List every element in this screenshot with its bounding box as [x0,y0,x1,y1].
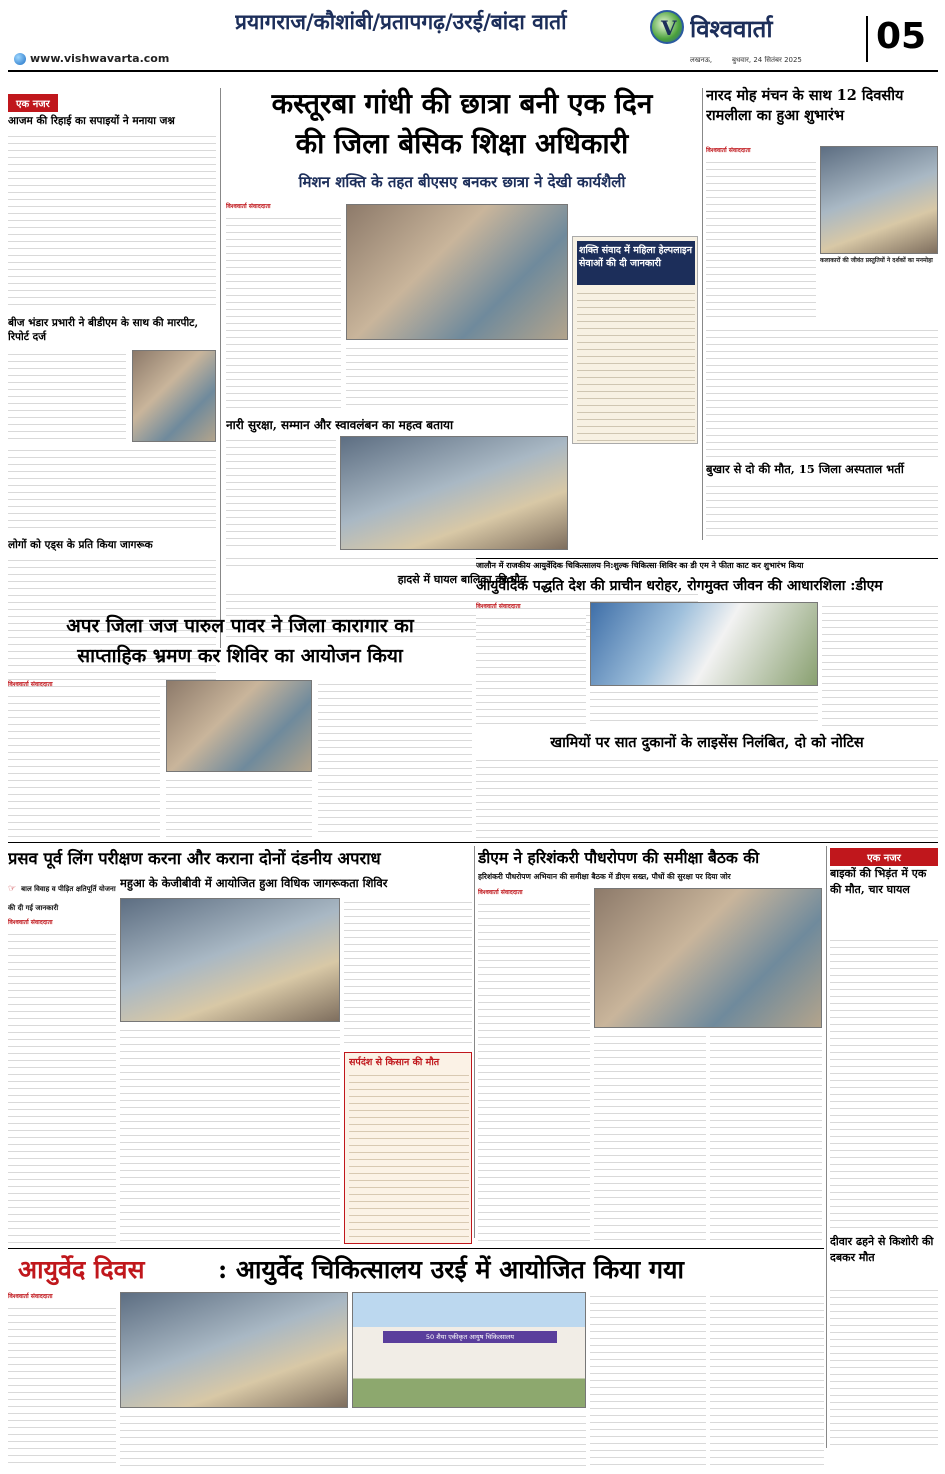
brief-body-2 [8,350,126,442]
ayurveda-camp-story [476,560,938,728]
website-link[interactable]: www.vishwavarta.com [30,52,170,65]
fever-headline: बुखार से दो की मौत, 15 जिला अस्पताल भर्ती [706,462,904,476]
gender-test-side-note-text: बाल विवाह व पीड़ित क्षतिपूर्ति योजना की दी गई जानकारी [8,885,116,912]
brief-body-1 [8,132,216,310]
ayurveda-day-byline: विश्ववार्ता संवाददाता [8,1293,53,1300]
brief-headline-1: आजम की रिहाई का सपाइयों ने मनाया जश्न [8,115,175,127]
ayurveda-camp-body-1 [476,614,586,726]
jail-headline-line2: साप्ताहिक भ्रमण कर शिविर का आयोजन किया [77,645,403,667]
brand-logo-icon: V [650,10,684,44]
plantation-body-2 [594,1032,706,1244]
plantation-body-1 [478,900,590,1244]
jail-body-3 [318,680,472,838]
main-headline-line2: की जिला बेसिक शिक्षा अधिकारी [295,127,629,160]
main-body-col3 [226,436,336,552]
right-brief-body-2 [830,1286,938,1448]
right-brief-body-1 [830,936,938,1228]
main-body-col1 [226,214,341,410]
sidebar-title: शक्ति संवाद में महिला हेल्पलाइन सेवाओं की दी जानकारी [577,241,695,285]
main-body-col2 [346,344,568,410]
gender-test-body-3 [344,898,472,1048]
brief-body-2b [8,446,216,534]
main-byline: विश्ववार्ता संवाददाता [226,203,271,210]
brief-headline-2: बीज भंडार प्रभारी ने बीडीएम के साथ की मारपीट, रिपोर्ट दर्ज [8,317,199,343]
hospital-sign: 50 शैया एकीकृत आयुष चिकित्सालय [383,1331,557,1343]
main-photo-bsa-office [346,204,568,340]
snakebite-headline: सर्पदंश से किसान की मौत [349,1057,440,1068]
right-brief-column [830,846,938,1448]
main-photo-classroom [340,436,568,550]
plantation-headline: डीएम ने हरिशंकरी पौधरोपण की समीक्षा बैठक की [478,848,760,867]
ayurveda-day-photo-hall [120,1292,348,1408]
sidebar-box [572,236,698,444]
dateline-date: बुधवार, 24 सितंबर 2025 [732,56,802,64]
gender-test-body-1 [8,930,116,1244]
plantation-kicker: हरिशंकरी पौधरोपण अभियान की समीक्षा बैठक में डीएम सख्त, पौधों की सुरक्षा पर दिया जोर [478,872,731,881]
ayurveda-day-body-4 [710,1292,824,1466]
gender-test-story [8,846,472,1244]
edition-title: प्रयागराज/कौशांबी/प्रतापगढ़/उरई/बांदा वार्ता [235,10,567,34]
pointer-icon: ☞ [8,884,17,894]
accused-photo [132,350,216,442]
masthead [0,0,945,72]
ramlila-story [706,86,938,546]
ramlila-photo [820,146,938,254]
gender-test-byline: विश्ववार्ता संवाददाता [8,919,53,926]
ayurveda-camp-photo [590,602,818,686]
gender-test-photo [120,898,340,1022]
ramlila-caption: कलाकारों की जीवंत प्रस्तुतियों ने दर्शकों का मनमोहा [820,257,933,264]
right-brief-headline-1: बाइकों की भिड़ंत में एक की मौत, चार घायल [830,867,927,896]
dateline-city: लखनऊ, [690,56,713,64]
globe-icon [14,53,26,65]
jail-body-2 [166,776,312,838]
snakebite-body [349,1071,469,1241]
ayurveda-day-headline-right: : आयुर्वेद चिकित्सालय उरई में आयोजित किया गया [218,1255,685,1284]
brand-name: विश्ववार्ता [690,15,773,42]
ayurveda-day-photo-building [352,1292,586,1408]
sidebar-body [577,289,695,441]
brief-headline-3: लोगों को एड्स के प्रति किया जागरूक [8,539,153,551]
snakebite-box [344,1052,472,1244]
jail-photo [166,680,312,772]
gender-test-sub-headline: महुआ के केजीबीवी में आयोजित हुआ विधिक जागरूकता शिविर [120,876,388,890]
ayurveda-day-body-3 [590,1292,706,1466]
gender-test-headline: प्रसव पूर्व लिंग परीक्षण करना और कराना दोनों दंडनीय अपराध [8,849,381,868]
main-sub-headline: नारी सुरक्षा, सम्मान और स्वावलंबन का महत्व बताया [226,418,454,432]
jail-headline-line1: अपर जिला जज पारुल पावर ने जिला कारागार का [66,615,414,637]
ek-nazar-tag: एक नजर [8,94,58,112]
ayurveda-camp-body-2 [590,688,818,726]
plantation-byline: विश्ववार्ता संवाददाता [478,889,523,896]
ramlila-body-1 [706,158,816,322]
gender-test-side-note [8,876,116,912]
plantation-body-3 [710,1032,822,1244]
fertilizer-headline: खामियों पर सात दुकानों के लाइसेंस निलंबित, दो को नोटिस [550,734,864,751]
ayurveda-camp-byline: विश्ववार्ता संवाददाता [476,603,521,610]
ayurveda-day-story [8,1252,824,1466]
fertilizer-story [476,732,938,840]
plantation-photo [594,888,822,1028]
main-headline-line1: कस्तूरबा गांधी की छात्रा बनी एक दिन [271,87,653,120]
gender-test-body-2 [120,1026,340,1244]
ramlila-byline: विश्ववार्ता संवाददाता [706,147,751,154]
fertilizer-body [476,756,938,840]
fever-body [706,482,938,542]
jail-byline: विश्ववार्ता संवाददाता [8,681,53,688]
right-brief-headline-2: दीवार ढहने से किशोरी की दबकर मौत [830,1235,934,1264]
plantation-story [478,846,822,1244]
page-number: 05 [866,16,936,62]
ramlila-headline: नारद मोह मंचन के साथ 12 दिवसीय रामलीला का हुआ शुभारंभ [706,87,904,124]
ramlila-body-2 [706,326,938,458]
ayurveda-day-body-2 [120,1412,586,1466]
ayurveda-camp-headline: आयुर्वेदिक पद्धति देश की प्राचीन धरोहर, रोगमुक्त जीवन की आधारशिला :डीएम [476,578,883,594]
jail-story [8,612,472,838]
right-ek-nazar-tag: एक नजर [830,848,938,866]
ayurveda-camp-kicker: जालौन में राजकीय आयुर्वेदिक चिकित्सालय नि:शुल्क चिकित्सा शिविर का डी एम ने फीता काट कर शुभारंभ किया [476,561,804,570]
ayurveda-day-body-1 [8,1304,116,1466]
ayurveda-camp-body-3 [822,602,938,726]
jail-body-1 [8,692,160,838]
accident-headline: हादसे में घायल बालिका की मौत [397,573,527,586]
main-subhead: मिशन शक्ति के तहत बीएसए बनकर छात्रा ने देखी कार्यशैली [298,173,626,191]
ayurveda-day-headline-left: आयुर्वेद दिवस [18,1255,145,1284]
